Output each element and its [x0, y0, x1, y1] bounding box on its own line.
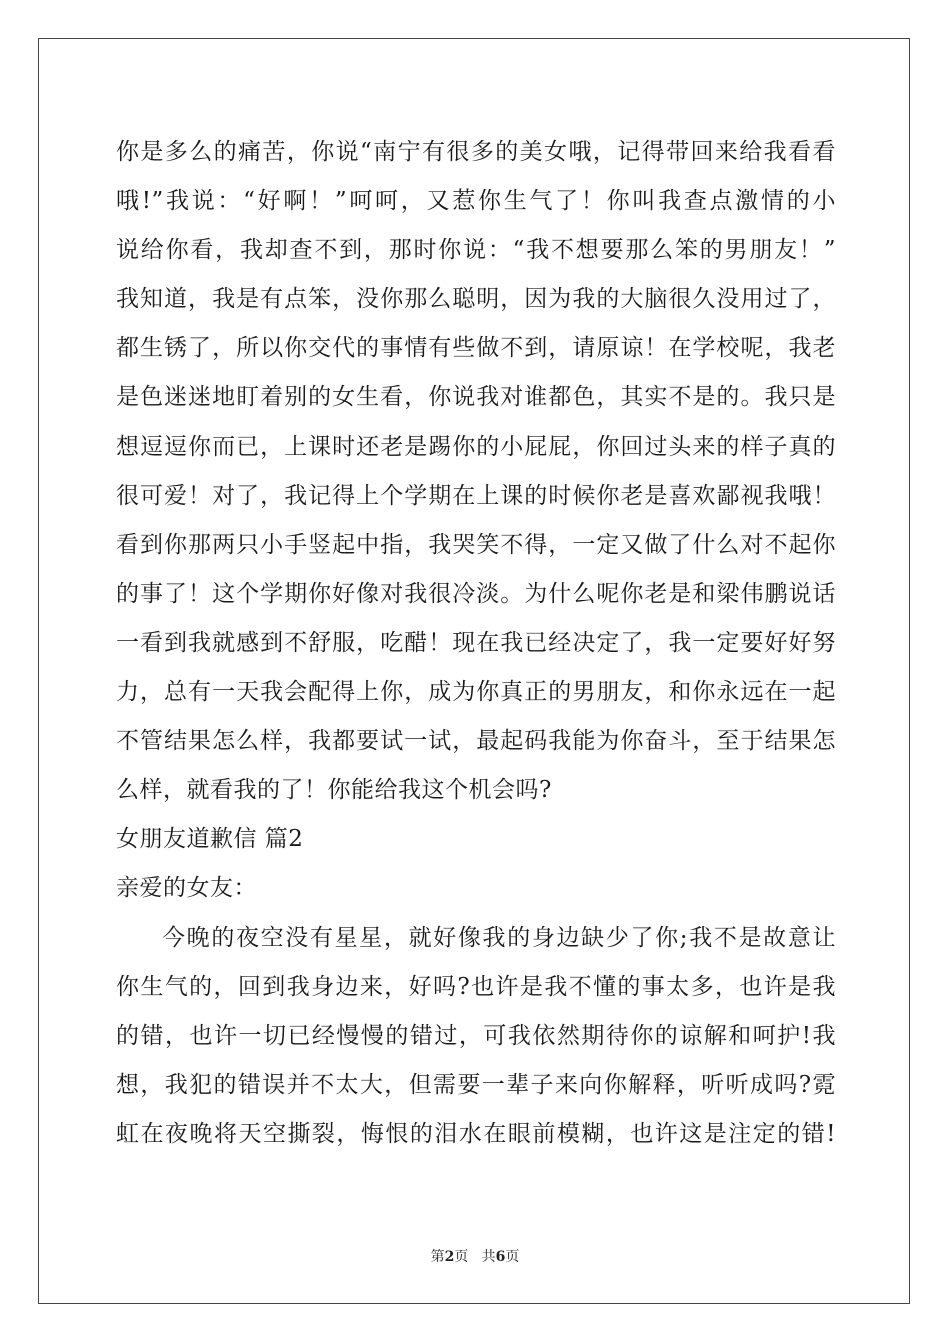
text-line: 说给你看，我却查不到，那时你说：“我不想要那么笨的男朋友！” — [116, 237, 836, 264]
text-line: 你是多么的痛苦，你说“南宁有很多的美女哦，记得带回来给我看看 — [116, 139, 836, 165]
section-title: 女朋友道歉信 篇2 — [116, 826, 304, 853]
page-current: 2 — [444, 1249, 455, 1265]
text-line: 想逗逗你而已，上课时还老是踢你的小屁屁，你回过头来的样子真的 — [116, 433, 836, 460]
text-line: 哦!”我说：“好啊！”呵呵，又惹你生气了！你叫我查点激情的小 — [116, 188, 836, 215]
salutation: 亲爱的女友： — [116, 875, 257, 902]
text-line: 一看到我就感到不舒服，吃醋！现在我已经决定了，我一定要好好努 — [116, 629, 836, 656]
text-line: 的错，也许一切已经慢慢的错过，可我依然期待你的谅解和呵护!我 — [116, 1022, 836, 1049]
page-prefix: 第 — [430, 1249, 445, 1265]
text-line: 今晚的夜空没有星星，就好像我的身边缺少了你;我不是故意让 — [162, 924, 836, 951]
paragraph-1 — [116, 128, 836, 815]
total-suffix: 页 — [505, 1249, 520, 1265]
text-line: 不管结果怎么样，我都要试一试，最起码我能为你奋斗，至于结果怎 — [116, 728, 836, 755]
text-line: 虹在夜晚将天空撕裂，悔恨的泪水在眼前模糊，也许这是注定的错! — [116, 1120, 836, 1147]
page-total: 6 — [495, 1249, 506, 1265]
text-line: 想，我犯的错误并不太大，但需要一辈子来向你解释，听听成吗?霓 — [116, 1071, 836, 1098]
text-line: 我知道，我是有点笨，没你那么聪明，因为我的大脑很久没用过了， — [116, 286, 836, 313]
paragraph-2 — [116, 914, 836, 1159]
text-line: 么样，就看我的了！你能给我这个机会吗? — [116, 777, 552, 804]
total-prefix: 共 — [481, 1249, 496, 1265]
text-line: 力，总有一天我会配得上你，成为你真正的男朋友，和你永远在一起 — [116, 679, 836, 706]
text-line: 是色迷迷地盯着别的女生看，你说我对谁都色，其实不是的。我只是 — [116, 384, 836, 411]
text-line: 都生锈了，所以你交代的事情有些做不到，请原谅！在学校呢，我老 — [116, 335, 836, 362]
page-footer — [0, 1246, 950, 1266]
text-line: 的事了！这个学期你好像对我很冷淡。为什么呢你老是和梁伟鹏说话 — [116, 580, 836, 607]
text-line: 很可爱！对了，我记得上个学期在上课的时候你老是喜欢鄙视我哦！ — [116, 482, 836, 509]
text-line: 看到你那两只小手竖起中指，我哭笑不得，一定又做了什么对不起你 — [116, 531, 836, 558]
page-suffix: 页 — [454, 1249, 469, 1265]
document-body — [116, 128, 836, 1159]
text-line: 你生气的，回到我身边来，好吗?也许是我不懂的事太多，也许是我 — [116, 973, 836, 1000]
